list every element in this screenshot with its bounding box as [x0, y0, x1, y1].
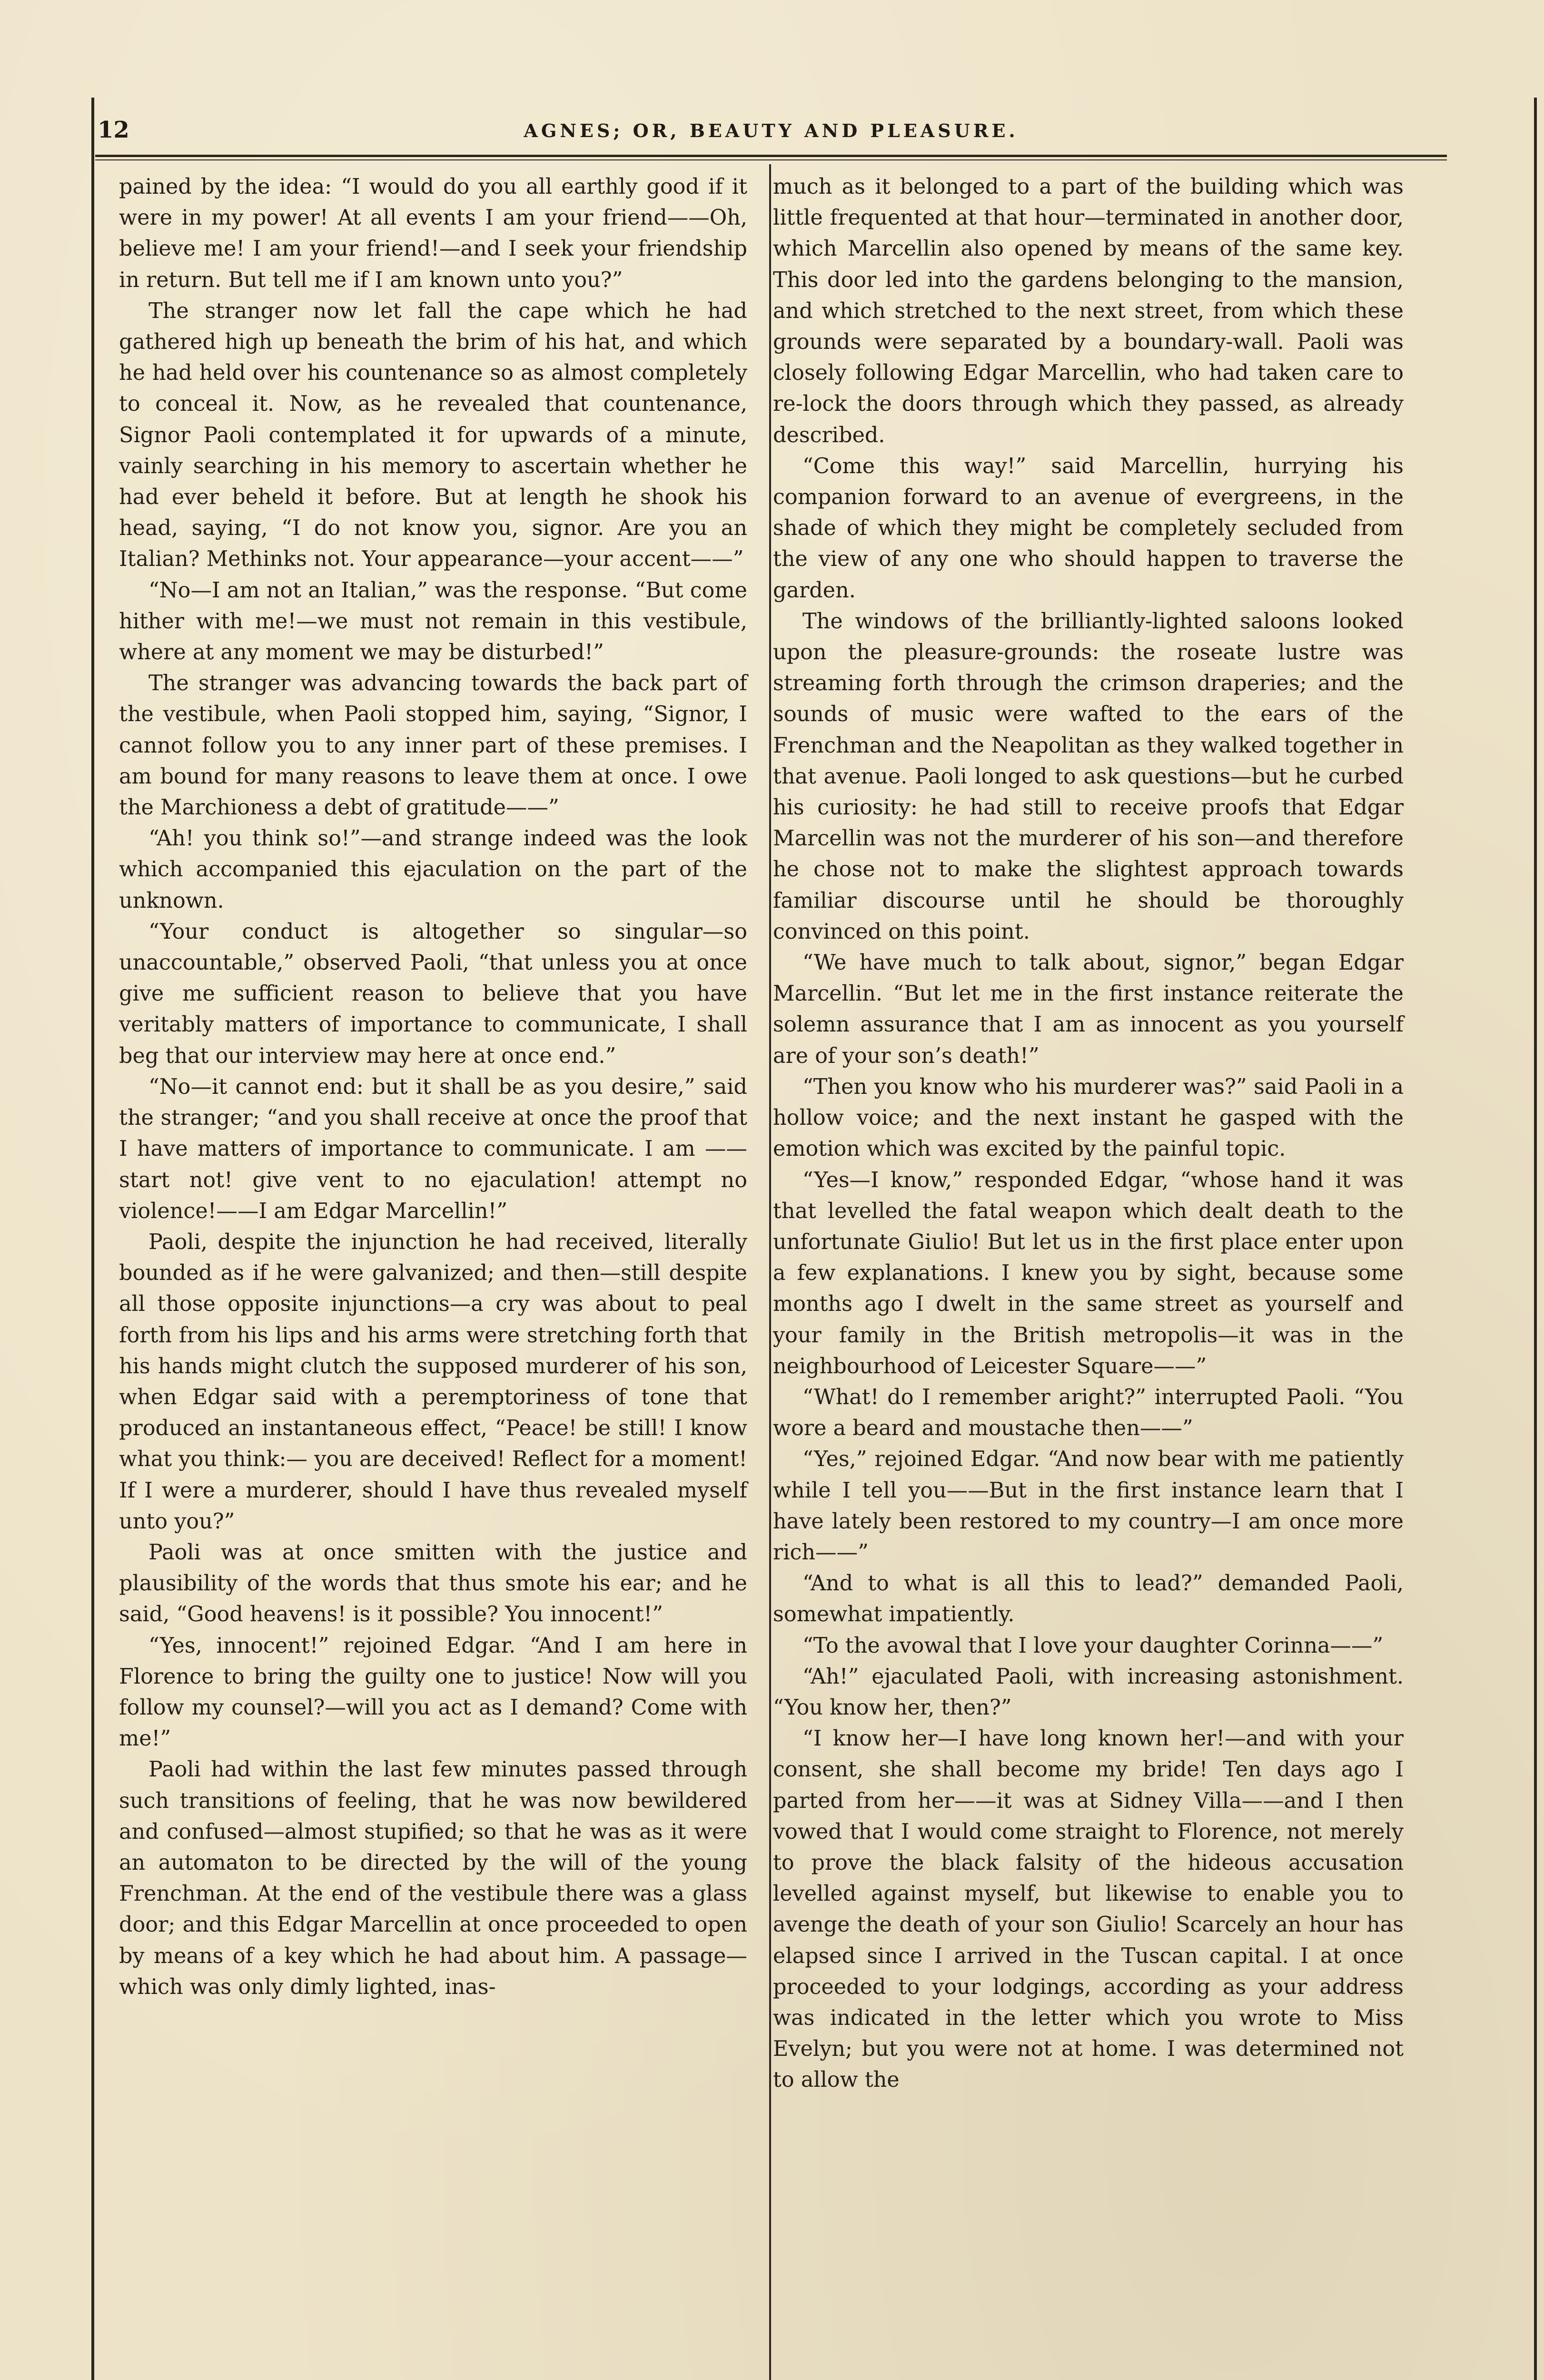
paragraph: “I know her—I have long known her!—and with your consent, she shall become my bride! Ten days ago I parted from her——it was at Sidney Villa——and I then vowed that I would come straight to Florence, not merely to prove the black falsity of the hideous accusation levelled against myself, but likewise to enable you to avenge the death of your son Giulio! Scarcely an hour has elapsed since I arrived in the Tuscan capital. I at once proceeded to your lodgings, according as your address was indicated in the letter which you wrote to Miss Evelyn; but you were not at home. I was determined not to allow the: [773, 1726, 1404, 2092]
header-rule-thin: [95, 159, 1447, 160]
paragraph: Paoli, despite the injunction he had received, literally bounded as if he were galvanized; and then—still despite all those opposite injunctions—a cry was about to peal forth from his lips and his arms were stretching forth that his hands might clutch the supposed murderer of his son, when Edgar said with a peremptoriness of tone that produced an instantaneous effect, “Peace! be still! I know what you think:— you are deceived! Reflect for a moment! If I were a murderer, should I have thus revealed myself unto you?”: [119, 1230, 747, 1534]
right-border-rule: [1534, 98, 1537, 2380]
paragraph: Paoli was at once smitten with the justice and plausibility of the words that thus smote his ear; and he said, “Good heavens! is it possible? You innocent!”: [119, 1540, 747, 1627]
paragraph: “Your conduct is altogether so singular—so unaccountable,” observed Paoli, “that unless you at once give me sufficient reason to believe that you have veritably matters of importance to communicate, I shall beg that our interview may here at once end.”: [119, 919, 747, 1068]
paragraph: “Ah! you think so!”—and strange indeed was the look which accompanied this ejaculation on the part of the unknown.: [119, 826, 747, 913]
paragraph: “We have much to talk about, signor,” began Edgar Marcellin. “But let me in the first instance reiterate the solemn assurance that I am as innocent as you yourself are of your son’s death!”: [773, 951, 1404, 1068]
paragraph: much as it belonged to a part of the building which was little frequented at that hour—terminated in another door, which Marcellin also opened by means of the same key. This door led into the gardens belonging to the mansion, and which stretched to the next street, from which these grounds were separated by a boundary-wall. Paoli was closely following Edgar Marcellin, who had taken care to re-lock the doors through which they passed, as already described.: [773, 175, 1404, 447]
paragraph: The stranger now let fall the cape which he had gathered high up beneath the brim of his hat, and which he had held over his countenance so as almost completely to conceal it. Now, as he revealed that countenance, Signor Paoli contemplated it for upwards of a minute, vainly searching in his memory to ascertain whether he had ever beheld it before. But at length he shook his head, saying, “I do not know you, signor. Are you an Italian? Methinks not. Your appearance—your accent——”: [119, 298, 747, 572]
paragraph: “What! do I remember aright?” interrupted Paoli. “You wore a beard and moustache then——”: [773, 1385, 1404, 1441]
left-border-rule: [91, 98, 94, 2380]
paragraph: “To the avowal that I love your daughter Corinna——”: [802, 1633, 1384, 1658]
left-column: [119, 171, 747, 2003]
paragraph: “And to what is all this to lead?” demanded Paoli, somewhat impatiently.: [773, 1571, 1404, 1627]
column-divider: [769, 164, 771, 2380]
paragraph: “Ah!” ejaculated Paoli, with increasing astonishment. “You know her, then?”: [773, 1664, 1404, 1720]
page-number: 12: [98, 117, 129, 143]
paragraph: Paoli had within the last few minutes passed through such transitions of feeling, that he was now bewildered and confused—almost stupified; so that he was as it were an automaton to be directed by the will of the young Frenchman. At the end of the vestibule there was a glass door; and this Edgar Marcellin at once proceeded to open by means of a key which he had about him. A passage—which was only dimly lighted, inas-: [119, 1757, 747, 1999]
paragraph: “Come this way!” said Marcellin, hurrying his companion forward to an avenue of evergreens, in the shade of which they might be completely secluded from the view of any one who should happen to traverse the garden.: [773, 454, 1404, 603]
paragraph: The windows of the brilliantly-lighted saloons looked upon the pleasure-grounds: the roseate lustre was streaming forth through the crimson draperies; and the sounds of music were wafted to the ears of the Frenchman and the Neapolitan as they walked together in that avenue. Paoli longed to ask questions—but he curbed his curiosity: he had still to receive proofs that Edgar Marcellin was not the murderer of his son—and therefore he chose not to make the slightest approach towards familiar discourse until he should be thoroughly convinced on this point.: [773, 609, 1404, 944]
right-column: [773, 171, 1404, 2096]
paragraph: “No—I am not an Italian,” was the response. “But come hither with me!—we must not remain in this vestibule, where at any moment we may be disturbed!”: [119, 578, 747, 665]
paragraph: “Then you know who his murderer was?” said Paoli in a hollow voice; and the next instant he gasped with the emotion which was excited by the painful topic.: [773, 1074, 1404, 1161]
paragraph: pained by the idea: “I would do you all earthly good if it were in my power! At all events I am your friend——Oh, believe me! I am your friend!—and I seek your friendship in return. But tell me if I am known unto you?”: [119, 175, 747, 292]
paragraph: “Yes,” rejoined Edgar. “And now bear with me patiently while I tell you——But in the first instance learn that I have lately been restored to my country—I am once more rich——”: [773, 1447, 1404, 1565]
paragraph: “Yes—I know,” responded Edgar, “whose hand it was that levelled the fatal weapon which dealt death to the unfortunate Giulio! But let us in the first place enter upon a few explanations. I knew you by sight, because some months ago I dwelt in the same street as yourself and your family in the British metropolis—it was in the neighbourhood of Leicester Square——”: [773, 1168, 1404, 1378]
running-title: AGNES; OR, BEAUTY AND PLEASURE.: [524, 120, 1019, 141]
paragraph: “No—it cannot end: but it shall be as you desire,” said the stranger; “and you shall receive at once the proof that I have matters of importance to communicate. I am —— start not! give vent to no ejaculation! attempt no violence!——I am Edgar Marcellin!”: [119, 1074, 747, 1223]
header-rule: [95, 155, 1447, 157]
paragraph: The stranger was advancing towards the back part of the vestibule, when Paoli stopped him, saying, “Signor, I cannot follow you to any inner part of these premises. I am bound for many reasons to leave them at once. I owe the Marchioness a debt of gratitude——”: [119, 671, 747, 820]
paragraph: “Yes, innocent!” rejoined Edgar. “And I am here in Florence to bring the guilty one to justice! Now will you follow my counsel?—will you act as I demand? Come with me!”: [119, 1633, 747, 1751]
